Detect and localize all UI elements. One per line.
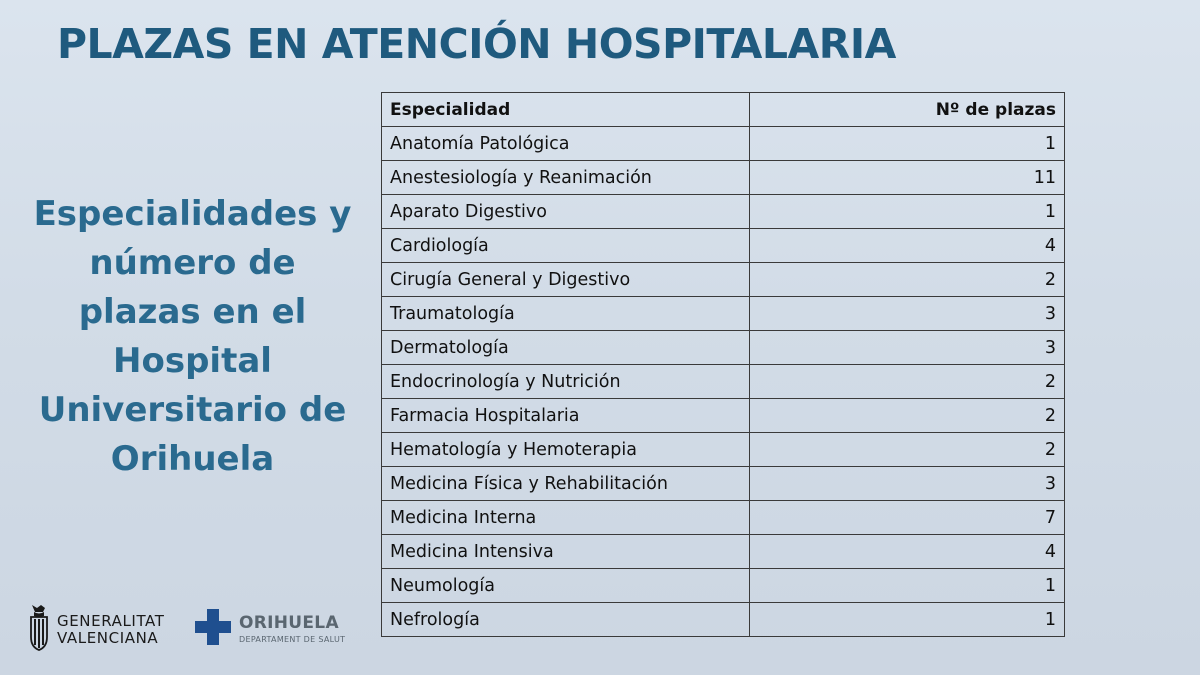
generalitat-valenciana-logo [28,603,168,651]
specialty-cell: Dermatología [382,331,750,365]
count-cell: 2 [750,365,1065,399]
specialty-cell: Nefrología [382,603,750,637]
orihuela-departament-logo [195,609,346,649]
table-row [382,399,1065,433]
specialty-cell: Cirugía General y Digestivo [382,263,750,297]
table-row [382,331,1065,365]
plazas-table-container [381,92,1064,637]
orihuela-subtitle: DEPARTAMENT DE SALUT [239,635,346,644]
generalitat-line2: VALENCIANA [57,629,159,647]
count-cell: 1 [750,569,1065,603]
specialty-cell: Anatomía Patológica [382,127,750,161]
count-cell: 1 [750,195,1065,229]
table-row [382,161,1065,195]
table-row [382,263,1065,297]
specialty-cell: Medicina Interna [382,501,750,535]
specialty-cell: Aparato Digestivo [382,195,750,229]
table-row [382,433,1065,467]
table-row [382,297,1065,331]
table-row [382,569,1065,603]
count-cell: 3 [750,467,1065,501]
table-row [382,229,1065,263]
header-num-plazas: Nº de plazas [750,93,1065,127]
count-cell: 4 [750,229,1065,263]
specialty-cell: Anestesiología y Reanimación [382,161,750,195]
specialty-cell: Endocrinología y Nutrición [382,365,750,399]
plazas-table [381,92,1065,637]
table-row [382,365,1065,399]
count-cell: 11 [750,161,1065,195]
specialty-cell: Cardiología [382,229,750,263]
page-subtitle: Especialidades y número de plazas en el Hospital Universitario de Orihuela [33,194,352,479]
specialty-cell: Medicina Física y Rehabilitación [382,467,750,501]
orihuela-name: ORIHUELA [239,613,339,633]
count-cell: 1 [750,127,1065,161]
table-row [382,467,1065,501]
count-cell: 3 [750,331,1065,365]
table-row [382,603,1065,637]
specialty-cell: Traumatología [382,297,750,331]
table-row [382,501,1065,535]
medical-cross-icon [195,609,231,645]
page-title: PLAZAS EN ATENCIÓN HOSPITALARIA [57,20,896,68]
header-especialidad: Especialidad [382,93,750,127]
count-cell: 2 [750,399,1065,433]
generalitat-shield-icon [28,603,50,651]
specialty-cell: Hematología y Hemoterapia [382,433,750,467]
count-cell: 7 [750,501,1065,535]
table-row [382,195,1065,229]
table-row [382,535,1065,569]
specialty-cell: Farmacia Hospitalaria [382,399,750,433]
count-cell: 2 [750,433,1065,467]
count-cell: 4 [750,535,1065,569]
table-header-row [382,93,1065,127]
count-cell: 3 [750,297,1065,331]
table-row [382,127,1065,161]
count-cell: 2 [750,263,1065,297]
specialty-cell: Neumología [382,569,750,603]
generalitat-line1: GENERALITAT [57,612,165,630]
specialty-cell: Medicina Intensiva [382,535,750,569]
count-cell: 1 [750,603,1065,637]
